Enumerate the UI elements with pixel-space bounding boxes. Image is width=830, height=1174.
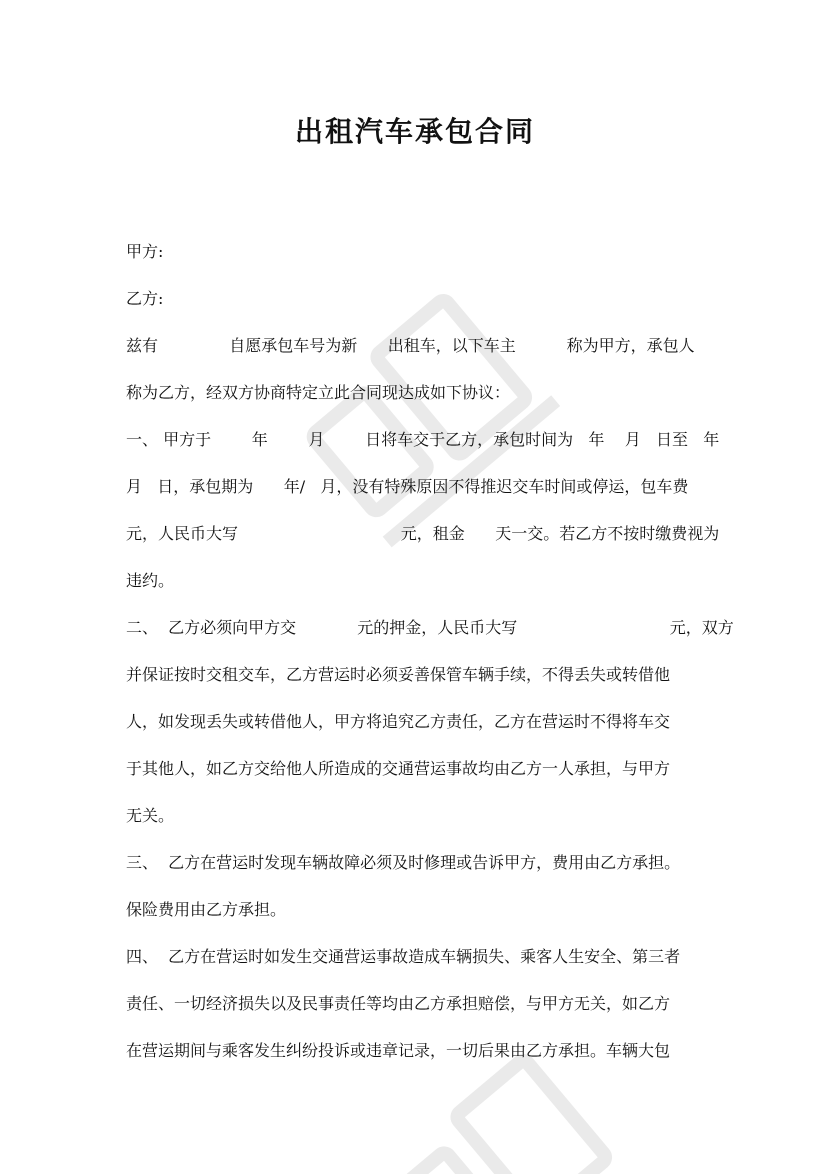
clause-1-line: 一、 甲方于 年 月 日将车交于乙方，承包时间为 年 月 日至 年 (126, 430, 720, 449)
watermark-graphic (330, 1000, 670, 1174)
clause-1-line: 元，人民币大写 元，租金 天一交。若乙方不按时缴费视为 (126, 524, 720, 543)
clause-1-line: 月 日，承包期为 年/ 月，没有特殊原因不得推迟交车时间或停运，包车费 (126, 477, 689, 496)
clause-2-line: 二、 乙方必须向甲方交 元的押金，人民币大写 元，双方 (126, 618, 734, 637)
paragraph-line: 兹有 自愿承包车号为新 出租车，以下车主 称为甲方，承包人 (126, 336, 695, 355)
clause-3-line: 三、 乙方在营运时发现车辆故障必须及时修理或告诉甲方，费用由乙方承担。 (126, 853, 681, 872)
clause-2-line: 并保证按时交租交车，乙方营运时必须妥善保管车辆手续，不得丢失或转借他 (126, 665, 671, 684)
clause-2-line: 无关。 (126, 806, 175, 825)
document-title: 出租汽车承包合同 (294, 115, 535, 148)
clause-4-line: 四、 乙方在营运时如发生交通营运事故造成车辆损失、乘客人生安全、第三者 (126, 947, 681, 966)
party-a-line: 甲方: (126, 242, 164, 261)
clause-4-line: 在营运期间与乘客发生纠纷投诉或违章记录，一切后果由乙方承担。车辆大包 (126, 1041, 671, 1060)
clause-3-line: 保险费用由乙方承担。 (126, 900, 287, 919)
paragraph-line: 称为乙方，经双方协商特定立此合同现达成如下协议： (126, 383, 511, 402)
clause-2-line: 于其他人，如乙方交给他人所造成的交通营运事故均由乙方一人承担，与甲方 (126, 759, 671, 778)
clause-1-line: 违约。 (126, 571, 175, 590)
clause-2-line: 人，如发现丢失或转借他人，甲方将追究乙方责任，乙方在营运时不得将车交 (126, 712, 671, 731)
clause-4-line: 责任、一切经济损失以及民事责任等均由乙方承担赔偿，与甲方无关，如乙方 (126, 994, 671, 1013)
party-b-line: 乙方: (126, 289, 164, 308)
